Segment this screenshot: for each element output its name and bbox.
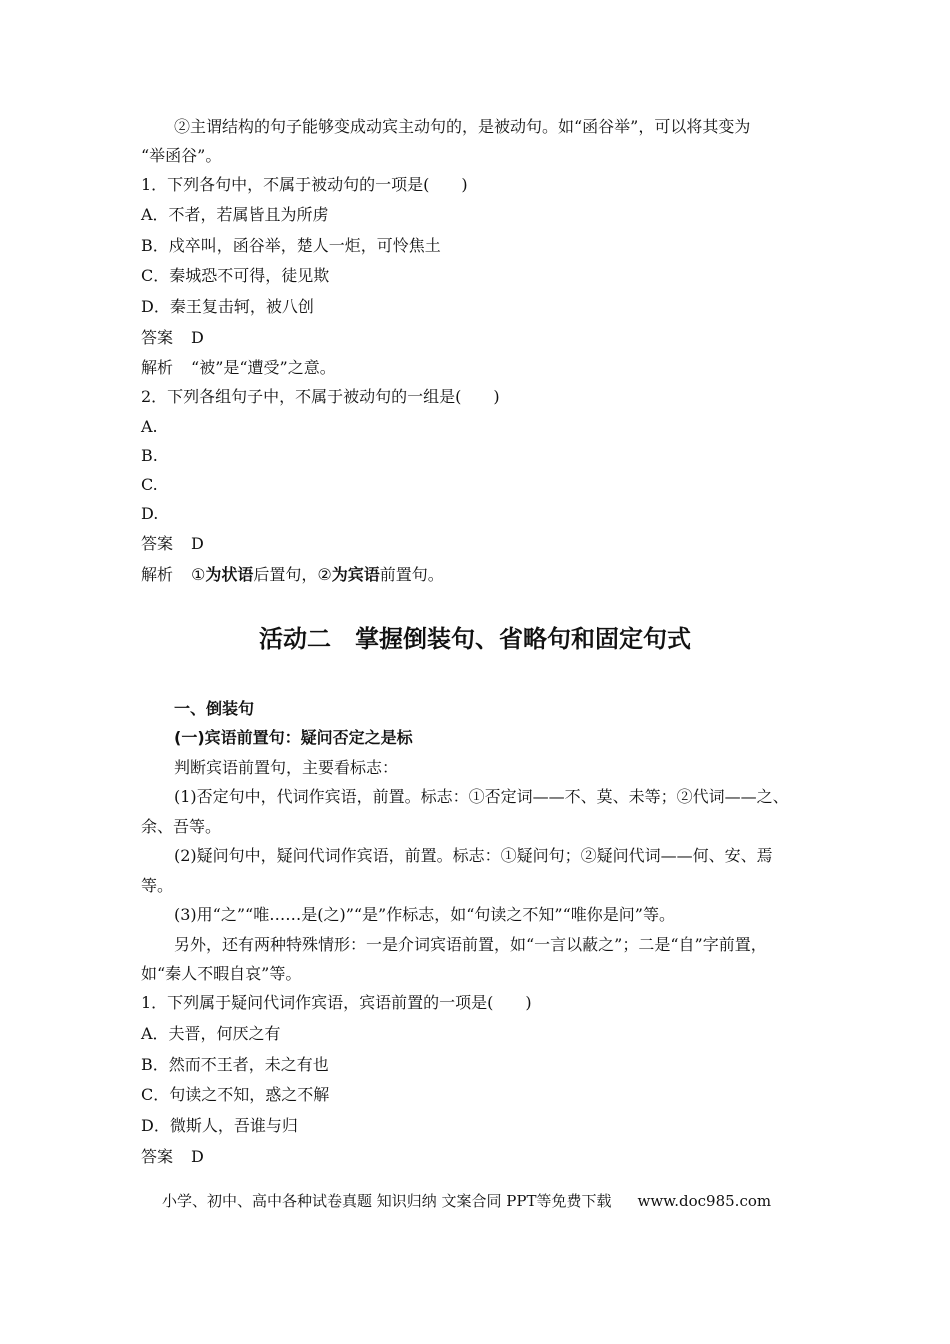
answer-value: D	[191, 534, 204, 553]
question-stem: 1．下列属于疑问代词作宾语，宾语前置的一项是( )	[141, 993, 532, 1012]
answer-value: D	[191, 1147, 204, 1166]
option-b: B.	[141, 446, 158, 465]
option-a: A．不者，若属皆且为所虏	[141, 205, 329, 224]
answer-line	[141, 328, 204, 348]
answer-label: 答案	[141, 1147, 174, 1166]
footer-text: 小学、初中、高中各种试卷真题 知识归纳 文案合同 PPT等免费下载	[162, 1192, 612, 1210]
subheading: 一、倒装句	[174, 699, 255, 718]
option-b: B．然而不王者，未之有也	[141, 1055, 329, 1074]
answer-line	[141, 534, 204, 554]
analysis-label: 解析	[141, 358, 174, 377]
analysis-text: “被”是“遭受”之意。	[191, 358, 336, 377]
question-stem: 2．下列各组句子中，不属于被动句的一组是( )	[141, 387, 500, 406]
analysis-line	[141, 565, 444, 585]
paragraph-line: (3)用“之”“唯……是(之)”“是”作标志，如“句读之不知”“唯你是问”等。	[174, 905, 675, 924]
option-d: D．秦王复击轲，被八创	[141, 297, 314, 316]
option-c: C．秦城恐不可得，徒见欺	[141, 266, 330, 285]
answer-line	[141, 1147, 204, 1167]
analysis-bold-part: 为宾语	[331, 565, 380, 584]
paragraph-line: 如“秦人不暇自哀”等。	[141, 964, 302, 983]
option-d: D.	[141, 504, 159, 523]
option-d: D．微斯人，吾谁与归	[141, 1116, 298, 1135]
analysis-text-part: 后置句，②	[253, 565, 332, 584]
paragraph-line: (2)疑问句中，疑问代词作宾语，前置。标志：①疑问句；②疑问代词——何、安、焉	[174, 846, 773, 865]
option-c: C.	[141, 475, 158, 494]
analysis-line	[141, 358, 336, 378]
option-c: C．句读之不知，惑之不解	[141, 1085, 330, 1104]
answer-value: D	[191, 328, 204, 347]
analysis-text-part: 前置句。	[379, 565, 444, 584]
analysis-text-part: ①	[191, 565, 206, 584]
paragraph-line: 另外，还有两种特殊情形：一是介词宾语前置，如“一言以蔽之”；二是“自”字前置，	[174, 935, 767, 954]
paragraph-line: 余、吾等。	[141, 817, 222, 836]
question-stem: 1．下列各句中，不属于被动句的一项是( )	[141, 175, 468, 194]
answer-label: 答案	[141, 534, 174, 553]
option-a: A．夫晋，何厌之有	[141, 1024, 281, 1043]
paragraph-line: 判断宾语前置句，主要看标志：	[174, 758, 399, 777]
answer-label: 答案	[141, 328, 174, 347]
paragraph-line: ②主谓结构的句子能够变成动宾主动句的，是被动句。如“函谷举”，可以将其变为	[174, 117, 751, 136]
footer-url[interactable]: www.doc985.com	[637, 1192, 772, 1210]
activity-title: 活动二 掌握倒装句、省略句和固定句式	[259, 625, 691, 653]
analysis-label: 解析	[141, 565, 174, 584]
option-b: B．戍卒叫，函谷举，楚人一炬，可怜焦土	[141, 236, 441, 255]
subheading: (一)宾语前置句：疑问否定之是标	[174, 728, 413, 747]
paragraph-line: (1)否定句中，代词作宾语，前置。标志：①否定词——不、莫、未等；②代词——之、	[174, 787, 789, 806]
analysis-bold-part: 为状语	[205, 565, 254, 584]
page-footer	[162, 1191, 771, 1211]
option-a: A.	[141, 417, 158, 436]
paragraph-line: “举函谷”。	[141, 146, 222, 165]
paragraph-line: 等。	[141, 876, 174, 895]
